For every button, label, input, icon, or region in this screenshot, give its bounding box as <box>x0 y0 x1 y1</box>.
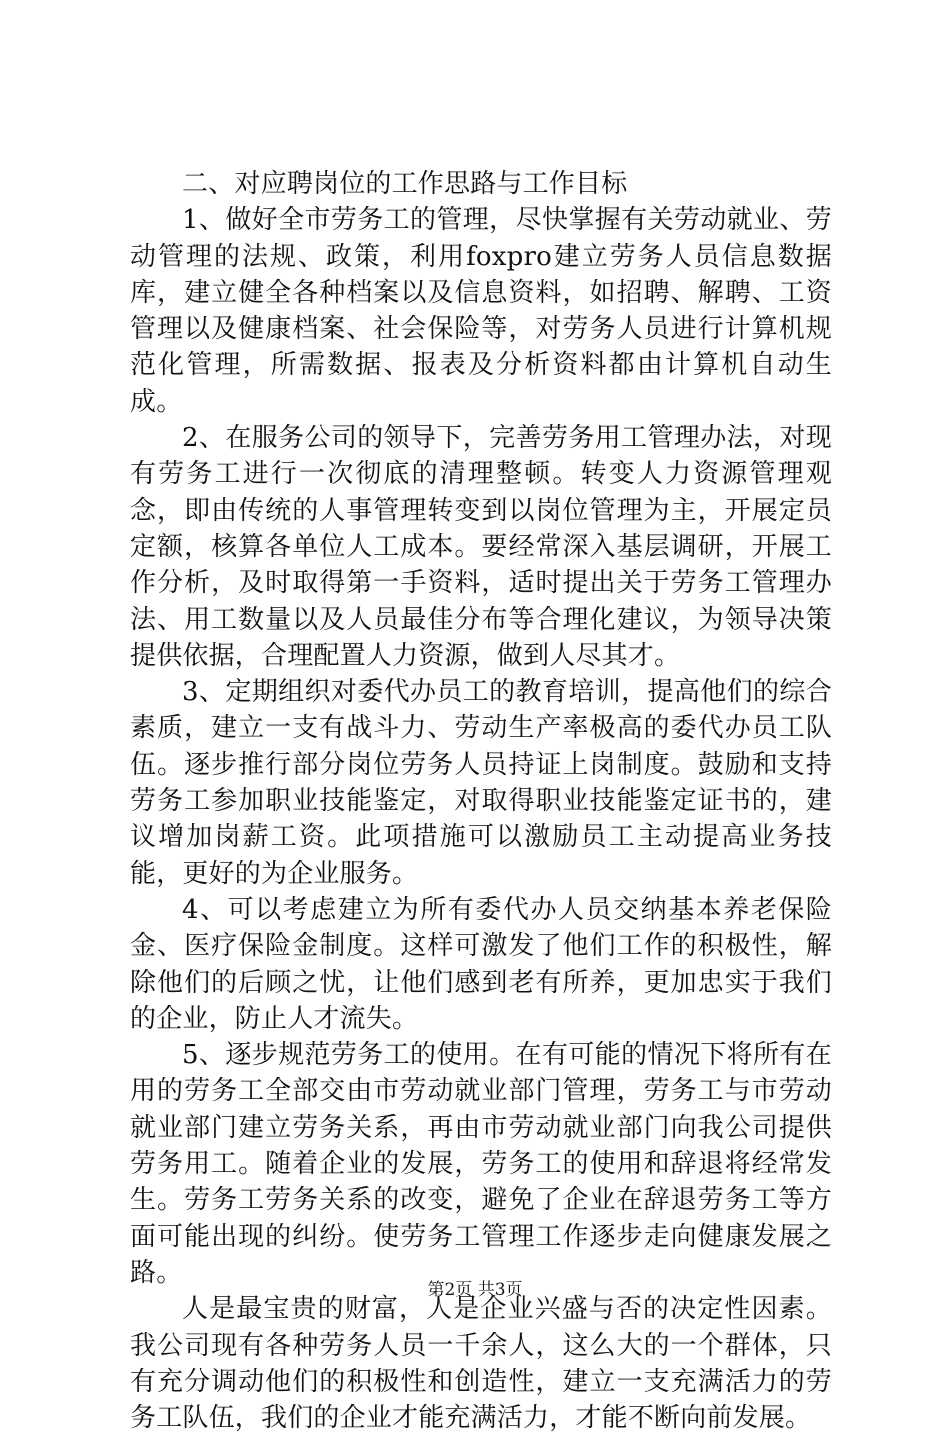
document-body <box>130 166 832 1436</box>
paragraph-3: 3、定期组织对委代办员工的教育培训，提高他们的综合素质，建立一支有战斗力、劳动生产率极高的委代办员工队伍。逐步推行部分岗位劳务人员持证上岗制度。鼓励和支持劳务工参加职业技能鉴定，对取得职业技能鉴定证书的，建议增加岗薪工资。此项措施可以激励员工主动提高业务技能，更好的为企业服务。 <box>130 677 832 889</box>
section-heading: 二、对应聘岗位的工作思路与工作目标 <box>182 169 628 199</box>
page-number-footer: 第2页 共3页 <box>427 1280 523 1300</box>
paragraph-2: 2、在服务公司的领导下，完善劳务用工管理办法，对现有劳务工进行一次彻底的清理整顿。转变人力资源管理观念，即由传统的人事管理转变到以岗位管理为主，开展定员定额，核算各单位人工成本。要经常深入基层调研，开展工作分析，及时取得第一手资料，适时提出关于劳务工管理办法、用工数量以及人员最佳分布等合理化建议，为领导决策提供依据，合理配置人力资源，做到人尽其才。 <box>130 423 832 671</box>
paragraph-1: 1、做好全市劳务工的管理，尽快掌握有关劳动就业、劳动管理的法规、政策，利用foxpro建立劳务人员信息数据库，建立健全各种档案以及信息资料，如招聘、解聘、工资管理以及健康档案、社会保险等，对劳务人员进行计算机规范化管理，所需数据、报表及分析资料都由计算机自动生成。 <box>130 205 832 417</box>
paragraph-5: 5、逐步规范劳务工的使用。在有可能的情况下将所有在用的劳务工全部交由市劳动就业部门管理，劳务工与市劳动就业部门建立劳务关系，再由市劳动就业部门向我公司提供劳务用工。随着企业的发展，劳务工的使用和辞退将经常发生。劳务工劳务关系的改变，避免了企业在辞退劳务工等方面可能出现的纠纷。使劳务工管理工作逐步走向健康发展之路。 <box>130 1040 832 1288</box>
paragraph-4: 4、可以考虑建立为所有委代办人员交纳基本养老保险金、医疗保险金制度。这样可激发了他们工作的积极性，解除他们的后顾之忧，让他们感到老有所养，更加忠实于我们的企业，防止人才流失。 <box>130 894 832 1034</box>
paragraph-conclusion: 人是最宝贵的财富，人是企业兴盛与否的决定性因素。我公司现有各种劳务人员一千余人，这么大的一个群体，只有充分调动他们的积极性和创造性，建立一支充满活力的劳务工队伍，我们的企业才能充满活力，才能不断向前发展。 <box>130 1294 832 1434</box>
